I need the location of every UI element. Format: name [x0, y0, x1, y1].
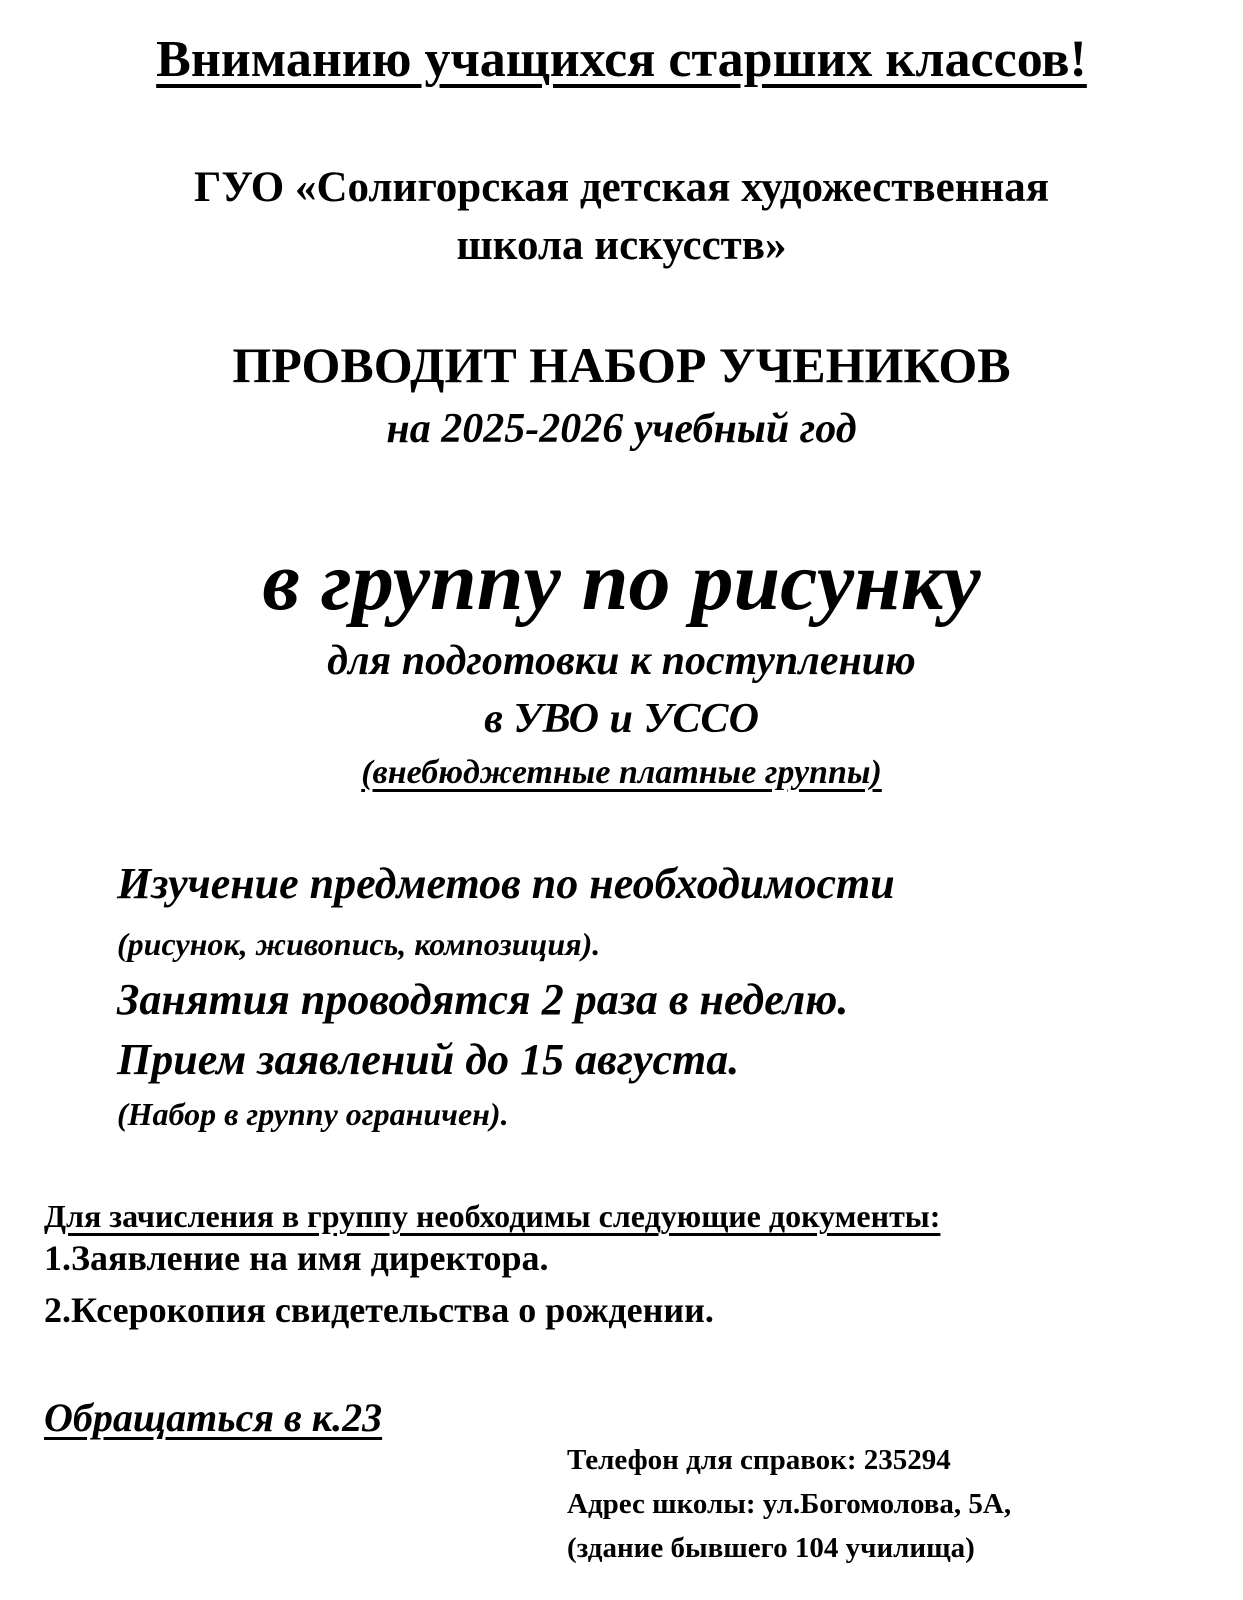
group-title: в группу по рисунку [262, 535, 981, 628]
limited-enrollment-note: (Набор в группу ограничен). [117, 1096, 509, 1132]
subjects-line: Изучение предметов по необходимости [117, 859, 895, 908]
contact-room [44, 1395, 383, 1440]
phone-info: Телефон для справок: 235294 [567, 1444, 951, 1476]
document-item: 2.Ксерокопия свидетельства о рождении. [44, 1290, 714, 1330]
paid-groups-note [0, 756, 1243, 790]
contact-room-text: Обращаться в к.23 [44, 1395, 383, 1440]
documents-heading-text: Для зачисления в группу необходимы следующие документы: [44, 1198, 941, 1234]
group-purpose-line-2: в УВО и УССО [484, 696, 759, 742]
application-deadline: Прием заявлений до 15 августа. [117, 1035, 740, 1084]
documents-heading [44, 1200, 940, 1232]
building-info: (здание бывшего 104 училища) [567, 1532, 975, 1564]
academic-year: на 2025-2026 учебный год [386, 406, 857, 452]
subjects-list: (рисунок, живопись, композиция). [117, 926, 601, 962]
document-item: 1.Заявление на имя директора. [44, 1238, 549, 1278]
address-info: Адрес школы: ул.Богомолова, 5А, [567, 1488, 1012, 1520]
recruitment-title: ПРОВОДИТ НАБОР УЧЕНИКОВ [232, 337, 1011, 393]
school-name-line-1: ГУО «Солигорская детская художественная [193, 164, 1050, 211]
attention-text: Вниманию учащихся старших классов! [156, 31, 1087, 88]
group-purpose-line-1: для подготовки к поступлению [327, 638, 916, 684]
lessons-schedule: Занятия проводятся 2 раза в неделю. [117, 975, 849, 1024]
school-name-line-2: школа искусств» [456, 222, 787, 269]
paid-groups-note-text: (внебюджетные платные группы) [361, 754, 882, 791]
attention-heading [0, 31, 1243, 88]
